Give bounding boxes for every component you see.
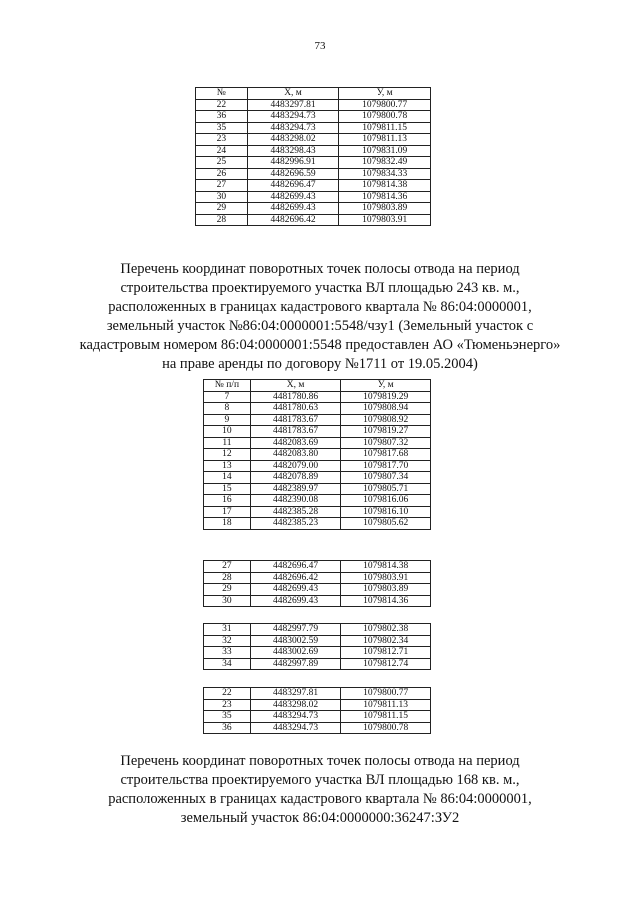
point-number-cell: 35: [204, 711, 251, 723]
point-number-cell: 23: [196, 134, 248, 146]
x-coordinate-cell: 4481780.86: [250, 391, 341, 403]
table-row: [196, 157, 431, 169]
y-coordinate-cell: 1079805.71: [341, 483, 431, 495]
x-coordinate-cell: 4483298.43: [247, 145, 339, 157]
point-number-cell: 16: [204, 495, 251, 507]
y-coordinate-cell: 1079812.71: [341, 647, 431, 659]
header-y: У, м: [339, 88, 431, 100]
x-coordinate-cell: 4481780.63: [250, 403, 341, 415]
table-row: [204, 688, 431, 700]
table-row: [196, 134, 431, 146]
paragraph-1: [60, 260, 580, 374]
point-number-cell: 15: [204, 483, 251, 495]
point-number-cell: 27: [204, 561, 251, 573]
point-number-cell: 17: [204, 506, 251, 518]
point-number-cell: 27: [196, 180, 248, 192]
table-row: [204, 483, 431, 495]
y-coordinate-cell: 1079811.13: [339, 134, 431, 146]
paragraph-line: Перечень координат поворотных точек полосы отвода на период: [120, 261, 520, 277]
paragraph-line: строительства проектируемого участка ВЛ площадью 168 кв. м.,: [120, 772, 520, 788]
x-coordinate-cell: 4483002.69: [250, 647, 341, 659]
paragraph-line: Перечень координат поворотных точек полосы отвода на период: [120, 753, 520, 769]
table-row: [204, 460, 431, 472]
table-row: [204, 722, 431, 734]
header-x: X, м: [247, 88, 339, 100]
y-coordinate-cell: 1079807.32: [341, 437, 431, 449]
x-coordinate-cell: 4483297.81: [250, 688, 341, 700]
paragraph-2: [60, 752, 580, 828]
x-coordinate-cell: 4482083.80: [250, 449, 341, 461]
y-coordinate-cell: 1079811.15: [341, 711, 431, 723]
header-y: У, м: [341, 380, 431, 392]
x-coordinate-cell: 4483294.73: [247, 122, 339, 134]
y-coordinate-cell: 1079803.91: [341, 572, 431, 584]
x-coordinate-cell: 4482699.43: [250, 595, 341, 607]
x-coordinate-cell: 4482997.89: [250, 658, 341, 670]
table-row: [204, 391, 431, 403]
table-body: [204, 624, 431, 670]
x-coordinate-cell: 4482699.43: [247, 203, 339, 215]
point-number-cell: 36: [204, 722, 251, 734]
point-number-cell: 10: [204, 426, 251, 438]
y-coordinate-cell: 1079802.34: [341, 635, 431, 647]
y-coordinate-cell: 1079800.77: [341, 688, 431, 700]
x-coordinate-cell: 4482079.00: [250, 460, 341, 472]
point-number-cell: 26: [196, 168, 248, 180]
y-coordinate-cell: 1079802.38: [341, 624, 431, 636]
x-coordinate-cell: 4482696.42: [250, 572, 341, 584]
table-row: [204, 437, 431, 449]
x-coordinate-cell: 4482083.69: [250, 437, 341, 449]
header-x: X, м: [250, 380, 341, 392]
point-number-cell: 24: [196, 145, 248, 157]
header-number: №: [196, 88, 248, 100]
x-coordinate-cell: 4483294.73: [250, 722, 341, 734]
table-row: [204, 561, 431, 573]
y-coordinate-cell: 1079817.68: [341, 449, 431, 461]
x-coordinate-cell: 4482997.79: [250, 624, 341, 636]
coordinates-table-2-group-1: [203, 379, 431, 530]
y-coordinate-cell: 1079800.78: [339, 111, 431, 123]
header-number: № п/п: [204, 380, 251, 392]
table-row: [196, 145, 431, 157]
x-coordinate-cell: 4483294.73: [247, 111, 339, 123]
x-coordinate-cell: 4483298.02: [250, 699, 341, 711]
x-coordinate-cell: 4482385.28: [250, 506, 341, 518]
x-coordinate-cell: 4482696.59: [247, 168, 339, 180]
point-number-cell: 18: [204, 518, 251, 530]
paragraph-line: на праве аренды по договору №1711 от 19.05.2004): [162, 356, 478, 372]
table-row: [204, 572, 431, 584]
table-row: [204, 584, 431, 596]
point-number-cell: 14: [204, 472, 251, 484]
table-row: [204, 403, 431, 415]
point-number-cell: 31: [204, 624, 251, 636]
y-coordinate-cell: 1079831.09: [339, 145, 431, 157]
page-number: 73: [314, 40, 326, 52]
point-number-cell: 33: [204, 647, 251, 659]
point-number-cell: 32: [204, 635, 251, 647]
point-number-cell: 12: [204, 449, 251, 461]
point-number-cell: 23: [204, 699, 251, 711]
paragraph-line: земельный участок 86:04:0000000:36247:ЗУ2: [180, 810, 460, 826]
table-row: [204, 472, 431, 484]
point-number-cell: 29: [196, 203, 248, 215]
y-coordinate-cell: 1079832.49: [339, 157, 431, 169]
y-coordinate-cell: 1079800.78: [341, 722, 431, 734]
table-row: [204, 506, 431, 518]
table-row: [204, 518, 431, 530]
coordinates-table-2-group-4: [203, 687, 431, 734]
point-number-cell: 22: [204, 688, 251, 700]
point-number-cell: 28: [196, 214, 248, 226]
table-row: [204, 658, 431, 670]
y-coordinate-cell: 1079814.36: [341, 595, 431, 607]
point-number-cell: 22: [196, 99, 248, 111]
y-coordinate-cell: 1079814.36: [339, 191, 431, 203]
paragraph-line: расположенных в границах кадастрового квартала № 86:04:0000001,: [108, 791, 532, 807]
y-coordinate-cell: 1079811.15: [339, 122, 431, 134]
coordinates-table-1: [195, 87, 431, 226]
x-coordinate-cell: 4482390.08: [250, 495, 341, 507]
x-coordinate-cell: 4481783.67: [250, 426, 341, 438]
table-row: [204, 449, 431, 461]
point-number-cell: 11: [204, 437, 251, 449]
table-row: [196, 168, 431, 180]
x-coordinate-cell: 4482699.43: [250, 584, 341, 596]
x-coordinate-cell: 4482389.97: [250, 483, 341, 495]
table-row: [196, 203, 431, 215]
x-coordinate-cell: 4482696.42: [247, 214, 339, 226]
x-coordinate-cell: 4482385.23: [250, 518, 341, 530]
table-header-row: [196, 88, 431, 100]
table-row: [204, 426, 431, 438]
x-coordinate-cell: 4481783.67: [250, 414, 341, 426]
table-row: [196, 191, 431, 203]
x-coordinate-cell: 4483002.59: [250, 635, 341, 647]
y-coordinate-cell: 1079814.38: [341, 561, 431, 573]
table-row: [204, 711, 431, 723]
x-coordinate-cell: 4482696.47: [250, 561, 341, 573]
y-coordinate-cell: 1079834.33: [339, 168, 431, 180]
coordinates-table-2-group-3: [203, 623, 431, 670]
x-coordinate-cell: 4483298.02: [247, 134, 339, 146]
table-header-row: [204, 380, 431, 392]
y-coordinate-cell: 1079803.89: [341, 584, 431, 596]
x-coordinate-cell: 4482696.47: [247, 180, 339, 192]
point-number-cell: 36: [196, 111, 248, 123]
x-coordinate-cell: 4483294.73: [250, 711, 341, 723]
paragraph-line: кадастровым номером 86:04:0000001:5548 предоставлен АО «Тюменьэнерго»: [79, 337, 561, 353]
table-row: [204, 414, 431, 426]
table-row: [196, 122, 431, 134]
y-coordinate-cell: 1079819.29: [341, 391, 431, 403]
y-coordinate-cell: 1079817.70: [341, 460, 431, 472]
table-row: [196, 99, 431, 111]
table-row: [196, 111, 431, 123]
y-coordinate-cell: 1079803.89: [339, 203, 431, 215]
y-coordinate-cell: 1079816.06: [341, 495, 431, 507]
table-row: [196, 180, 431, 192]
x-coordinate-cell: 4482078.89: [250, 472, 341, 484]
y-coordinate-cell: 1079816.10: [341, 506, 431, 518]
point-number-cell: 7: [204, 391, 251, 403]
point-number-cell: 13: [204, 460, 251, 472]
table-row: [204, 699, 431, 711]
y-coordinate-cell: 1079811.13: [341, 699, 431, 711]
y-coordinate-cell: 1079814.38: [339, 180, 431, 192]
point-number-cell: 29: [204, 584, 251, 596]
point-number-cell: 34: [204, 658, 251, 670]
point-number-cell: 35: [196, 122, 248, 134]
point-number-cell: 30: [204, 595, 251, 607]
y-coordinate-cell: 1079800.77: [339, 99, 431, 111]
x-coordinate-cell: 4482699.43: [247, 191, 339, 203]
paragraph-line: строительства проектируемого участка ВЛ площадью 243 кв. м.,: [120, 280, 520, 296]
table-body: [204, 391, 431, 529]
table-row: [204, 635, 431, 647]
table-row: [204, 647, 431, 659]
coordinates-table-2-group-2: [203, 560, 431, 607]
point-number-cell: 25: [196, 157, 248, 169]
y-coordinate-cell: 1079805.62: [341, 518, 431, 530]
x-coordinate-cell: 4482996.91: [247, 157, 339, 169]
table-row: [204, 595, 431, 607]
y-coordinate-cell: 1079812.74: [341, 658, 431, 670]
point-number-cell: 28: [204, 572, 251, 584]
y-coordinate-cell: 1079808.92: [341, 414, 431, 426]
paragraph-line: земельный участок №86:04:0000001:5548/чзу1 (Земельный участок с: [106, 318, 534, 334]
y-coordinate-cell: 1079808.94: [341, 403, 431, 415]
table-row: [204, 495, 431, 507]
y-coordinate-cell: 1079819.27: [341, 426, 431, 438]
y-coordinate-cell: 1079803.91: [339, 214, 431, 226]
table-row: [204, 624, 431, 636]
table-body: [204, 688, 431, 734]
point-number-cell: 8: [204, 403, 251, 415]
table-row: [196, 214, 431, 226]
point-number-cell: 9: [204, 414, 251, 426]
table-body: [204, 561, 431, 607]
paragraph-line: расположенных в границах кадастрового квартала № 86:04:0000001,: [108, 299, 532, 315]
y-coordinate-cell: 1079807.34: [341, 472, 431, 484]
x-coordinate-cell: 4483297.81: [247, 99, 339, 111]
table-body: [196, 99, 431, 226]
point-number-cell: 30: [196, 191, 248, 203]
